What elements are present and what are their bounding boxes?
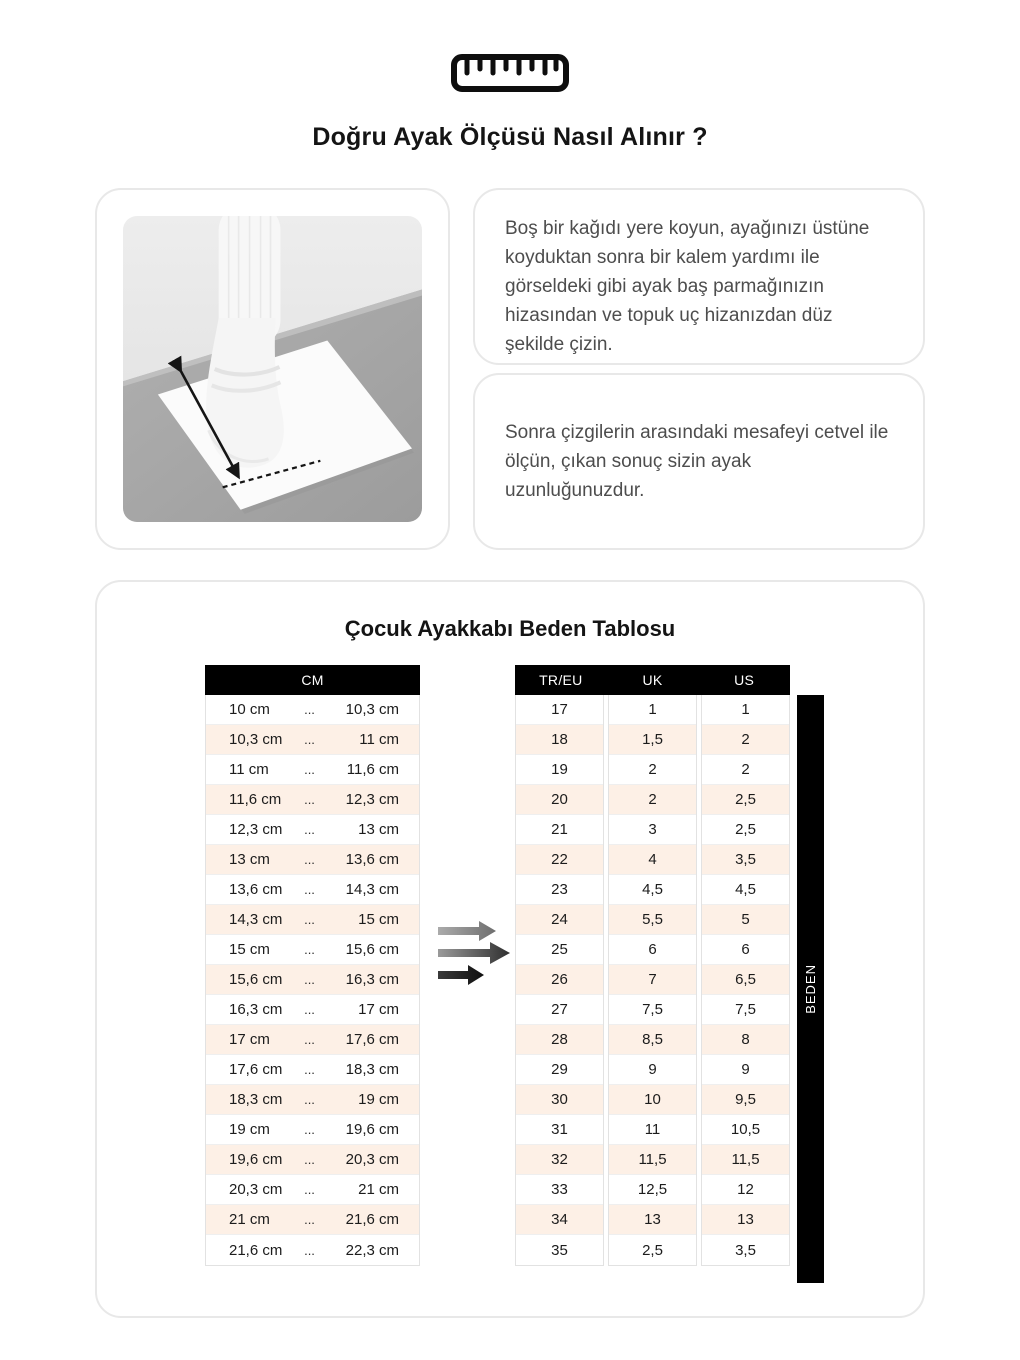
cm-range-row [206, 725, 419, 755]
range-separator: ... [304, 1182, 315, 1197]
size-cell: 4,5 [609, 875, 696, 905]
size-cell: 4,5 [702, 875, 789, 905]
size-cell: 19 [516, 755, 603, 785]
range-separator: ... [304, 1032, 315, 1047]
cm-range-row [206, 785, 419, 815]
size-table-header [515, 665, 790, 695]
cm-range-row [206, 995, 419, 1025]
cm-range-row [206, 1115, 419, 1145]
range-separator: ... [304, 1152, 315, 1167]
cm-from-value: 21 cm [229, 1211, 270, 1228]
cm-range-row [206, 1235, 419, 1265]
cm-to-value: 21,6 cm [345, 1211, 399, 1228]
measure-instructions-section [95, 188, 925, 550]
size-cell: 11 [609, 1115, 696, 1145]
size-cell: 12 [702, 1175, 789, 1205]
size-cell: 1,5 [609, 725, 696, 755]
size-cell: 3,5 [702, 845, 789, 875]
cm-to-value: 16,3 cm [345, 971, 399, 988]
size-cell: 4 [609, 845, 696, 875]
size-chart-title: Çocuk Ayakkabı Beden Tablosu [344, 616, 676, 641]
instruction-step-1-text: Boş bir kağıdı yere koyun, ayağınızı üstüne koyduktan sonra bir kalem yardımı ile görseldeki gibi ayak baş parmağınızın hizasından ve topuk uç hizanızdan düz şekilde çizin. [505, 218, 870, 355]
size-cell: 7 [609, 965, 696, 995]
cm-to-value: 17 cm [358, 1001, 399, 1018]
cm-to-value: 20,3 cm [345, 1151, 399, 1168]
size-cell: 21 [516, 815, 603, 845]
size-cell: 30 [516, 1085, 603, 1115]
size-cell: 3,5 [735, 1241, 756, 1259]
cm-to-value: 22,3 cm [345, 1241, 399, 1259]
cm-from-value: 15,6 cm [229, 971, 283, 988]
cm-from-value: 12,3 cm [229, 821, 283, 838]
cm-range-row [206, 1205, 419, 1235]
size-cell: 2 [609, 785, 696, 815]
size-cell: 26 [516, 965, 603, 995]
size-cell: 20 [516, 785, 603, 815]
size-cell: 23 [516, 875, 603, 905]
beden-side-label: BEDEN [803, 964, 818, 1014]
cm-to-value: 15,6 cm [345, 941, 399, 958]
cm-to-value: 13,6 cm [345, 851, 399, 868]
foot-photo-illustration [123, 216, 422, 522]
size-cell: 17 [516, 695, 603, 725]
cm-to-value: 17,6 cm [345, 1031, 399, 1048]
cm-range-row [206, 965, 419, 995]
cm-to-value: 19,6 cm [345, 1121, 399, 1138]
cm-range-row [206, 935, 419, 965]
size-cell: 9 [609, 1055, 696, 1085]
cm-to-value: 13 cm [358, 821, 399, 838]
size-cell: 2,5 [702, 785, 789, 815]
range-separator: ... [304, 972, 315, 987]
size-cell: 2 [609, 755, 696, 785]
range-separator: ... [304, 1212, 315, 1227]
size-cell: 22 [516, 845, 603, 875]
cm-from-value: 11 cm [229, 761, 269, 778]
size-cell: 1 [702, 695, 789, 725]
cm-to-value: 11 cm [359, 731, 399, 748]
size-cell: 1 [609, 695, 696, 725]
size-table-body [515, 695, 790, 1266]
cm-to-value: 12,3 cm [345, 791, 399, 808]
range-separator: ... [304, 1062, 315, 1077]
cm-table [205, 665, 420, 1266]
size-cell: 8 [702, 1025, 789, 1055]
size-cell: 11,5 [702, 1145, 789, 1175]
size-cell: 9,5 [702, 1085, 789, 1115]
size-cell: 3 [609, 815, 696, 845]
range-separator: ... [304, 852, 315, 867]
cm-to-value: 10,3 cm [345, 701, 399, 718]
size-header-treu: TR/EU [539, 672, 583, 688]
cm-from-value: 14,3 cm [229, 911, 283, 928]
size-table [515, 665, 790, 1266]
size-cell: 6,5 [702, 965, 789, 995]
size-cell: 2,5 [642, 1241, 663, 1259]
cm-to-value: 15 cm [358, 911, 399, 928]
size-header-us: US [734, 672, 755, 688]
size-cell: 5,5 [609, 905, 696, 935]
cm-from-value: 13,6 cm [229, 881, 283, 898]
size-cell: 7,5 [702, 995, 789, 1025]
cm-to-value: 11,6 cm [346, 761, 399, 778]
range-separator: ... [304, 1092, 315, 1107]
cm-range-row [206, 905, 419, 935]
conversion-arrows-icon [437, 920, 511, 986]
size-cell: 11,5 [609, 1145, 696, 1175]
size-cell: 6 [609, 935, 696, 965]
size-cell: 35 [551, 1241, 568, 1259]
range-separator: ... [304, 882, 315, 897]
cm-range-row [206, 815, 419, 845]
instruction-step-2 [473, 373, 925, 550]
cm-from-value: 16,3 cm [229, 1001, 283, 1018]
range-separator: ... [304, 1242, 315, 1258]
size-chart-card [95, 580, 925, 1318]
size-cell: 2,5 [702, 815, 789, 845]
cm-range-row [206, 1025, 419, 1055]
cm-from-value: 19,6 cm [229, 1151, 283, 1168]
instruction-steps [473, 188, 925, 550]
arrow-top [438, 921, 496, 941]
size-cell: 29 [516, 1055, 603, 1085]
cm-to-value: 14,3 cm [345, 881, 399, 898]
range-separator: ... [304, 912, 315, 927]
cm-to-value: 21 cm [358, 1181, 399, 1198]
size-cell: 24 [516, 905, 603, 935]
ruler-icon-wrap [0, 0, 1020, 93]
range-separator: ... [304, 702, 315, 717]
size-column-us [701, 695, 790, 1266]
size-cell: 7,5 [609, 995, 696, 1025]
cm-to-value: 19 cm [358, 1091, 399, 1108]
cm-from-value: 15 cm [229, 941, 270, 958]
size-column-treu [515, 695, 604, 1266]
cm-from-value: 13 cm [229, 851, 270, 868]
cm-range-row [206, 1055, 419, 1085]
cm-from-value: 17,6 cm [229, 1061, 283, 1078]
cm-from-value: 10,3 cm [229, 731, 283, 748]
cm-from-value: 17 cm [229, 1031, 270, 1048]
cm-table-body [205, 695, 420, 1266]
size-column-uk [608, 695, 697, 1266]
range-separator: ... [304, 942, 315, 957]
size-cell: 5 [702, 905, 789, 935]
range-separator: ... [304, 732, 315, 747]
size-cell: 34 [516, 1205, 603, 1235]
size-cell: 27 [516, 995, 603, 1025]
size-cell: 28 [516, 1025, 603, 1055]
size-cell: 2 [702, 725, 789, 755]
cm-range-row [206, 1145, 419, 1175]
foot-measurement-photo [123, 216, 422, 522]
cm-from-value: 11,6 cm [229, 791, 282, 808]
range-separator: ... [304, 822, 315, 837]
size-cell: 8,5 [609, 1025, 696, 1055]
size-cell: 10 [609, 1085, 696, 1115]
cm-from-value: 19 cm [229, 1121, 270, 1138]
instruction-step-1 [473, 188, 925, 365]
size-cell: 9 [702, 1055, 789, 1085]
cm-range-row [206, 1175, 419, 1205]
size-cell: 33 [516, 1175, 603, 1205]
arrow-bottom [438, 965, 484, 985]
page-title: Doğru Ayak Ölçüsü Nasıl Alınır ? [312, 123, 708, 151]
size-cell: 13 [702, 1205, 789, 1235]
cm-range-row [206, 845, 419, 875]
cm-to-value: 18,3 cm [345, 1061, 399, 1078]
cm-from-value: 18,3 cm [229, 1091, 283, 1108]
range-separator: ... [304, 792, 315, 807]
cm-from-value: 20,3 cm [229, 1181, 283, 1198]
size-cell: 18 [516, 725, 603, 755]
arrow-middle [438, 942, 510, 964]
size-cell: 31 [516, 1115, 603, 1145]
instruction-step-2-text: Sonra çizgilerin arasındaki mesafeyi cetvel ile ölçün, çıkan sonuç sizin ayak uzunluğunuzdur. [505, 422, 889, 501]
cm-range-row [206, 695, 419, 725]
cm-range-row [206, 1085, 419, 1115]
ruler-icon [450, 53, 570, 93]
size-cell: 12,5 [609, 1175, 696, 1205]
cm-range-row [206, 875, 419, 905]
cm-from-value: 10 cm [229, 701, 270, 718]
size-cell: 10,5 [702, 1115, 789, 1145]
beden-side-label-bar [797, 695, 824, 1283]
size-cell: 32 [516, 1145, 603, 1175]
size-cell: 6 [702, 935, 789, 965]
size-cell: 2 [702, 755, 789, 785]
size-cell: 13 [609, 1205, 696, 1235]
size-header-uk: UK [642, 672, 663, 688]
cm-table-header: CM [205, 665, 420, 695]
range-separator: ... [304, 762, 315, 777]
range-separator: ... [304, 1002, 315, 1017]
foot-photo-card [95, 188, 450, 550]
cm-range-row [206, 755, 419, 785]
cm-from-value: 21,6 cm [229, 1241, 283, 1259]
range-separator: ... [304, 1122, 315, 1137]
size-cell: 25 [516, 935, 603, 965]
